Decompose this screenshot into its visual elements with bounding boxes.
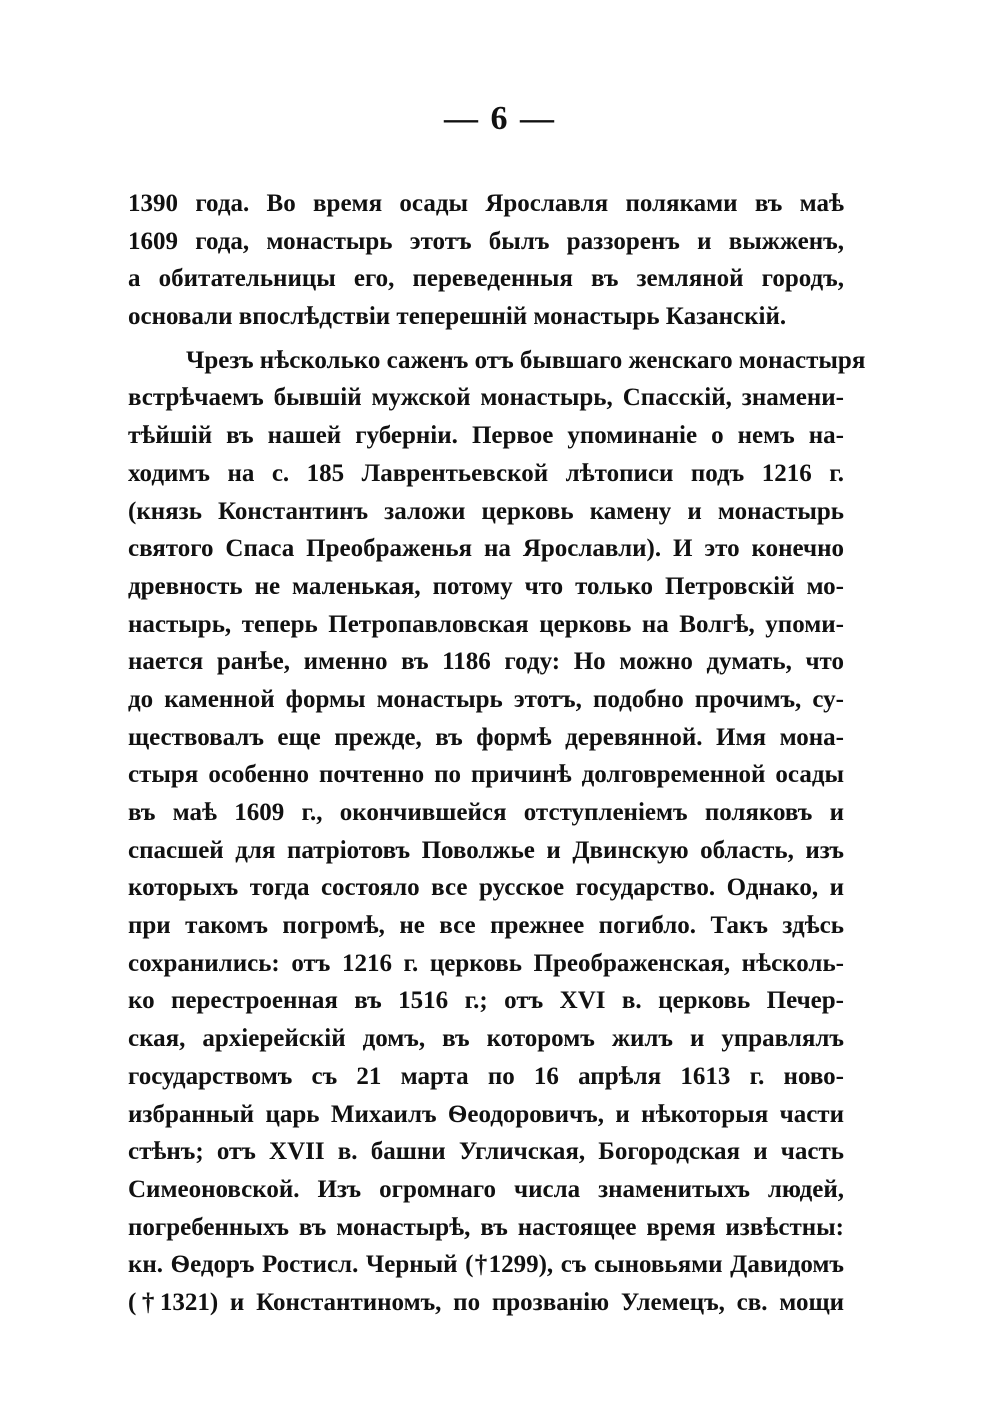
text-line: до каменной формы монастырь этотъ, подобно прочимъ, су- <box>128 685 844 713</box>
text-line: въ маѣ 1609 г., окончившейся отступленіемъ поляковъ и <box>128 799 844 826</box>
body-text <box>128 185 866 1322</box>
text-line: встрѣчаемъ бывшій мужской монастырь, Спасскій, знамени- <box>128 384 844 412</box>
text-line: ществовалъ еще прежде, въ формѣ деревянной. Имя мона- <box>128 723 844 751</box>
text-line: которыхъ тогда состояло все русское государство. Однако, и <box>128 874 844 902</box>
text-line: святого Спаса Преображенья на Ярославли). И это конечно <box>128 535 844 563</box>
paragraph <box>128 185 844 336</box>
text-line: (†1321) и Константиномъ, по прозванію Улемецъ, св. мощи <box>128 1288 844 1316</box>
paragraph <box>128 342 866 1322</box>
text-line: ходимъ на с. 185 Лаврентьевской лѣтописи подъ 1216 г. <box>128 459 844 487</box>
text-line: а обитательницы его, переведенныя въ земляной городъ, <box>128 265 844 293</box>
text-line: нается ранѣе, именно въ 1186 году: Но можно думать, что <box>128 648 844 676</box>
text-line: ко перестроенная въ 1516 г.; отъ XVI в. церковь Печер- <box>128 987 844 1015</box>
text-line: 1609 года, монастырь этотъ былъ раззоренъ и выжженъ, <box>128 227 844 255</box>
text-line: (князь Константинъ заложи церковь камену и монастырь <box>128 497 844 525</box>
text-line: тѣйшій въ нашей губерніи. Первое упоминаніе о немъ на- <box>128 422 844 450</box>
text-line: ская, архіерейскій домъ, въ которомъ жилъ и управлялъ <box>128 1025 844 1053</box>
text-line: кн. Ѳедоръ Ростисл. Черный (†1299), съ сыновьями Давидомъ <box>128 1251 844 1279</box>
text-line: основали впослѣдствіи теперешній монастырь Казанскій. <box>128 303 787 331</box>
text-line: сохранились: отъ 1216 г. церковь Преображенская, нѣсколь- <box>128 949 844 977</box>
text-line: погребенныхъ въ монастырѣ, въ настоящее время извѣстны: <box>128 1213 844 1241</box>
text-line: спасшей для патріотовъ Поволжье и Двинскую область, изъ <box>128 836 844 864</box>
text-line: древность не маленькая, потому что только Петровскій мо- <box>128 572 844 600</box>
text-line: избранный царь Михаилъ Ѳеодоровичъ, и нѣкоторыя части <box>128 1100 844 1128</box>
text-line: при такомъ погромѣ, не все прежнее погибло. Такъ здѣсь <box>128 912 844 940</box>
page-number: — 6 — <box>444 100 556 137</box>
text-line: 1390 года. Во время осады Ярославля поляками въ маѣ <box>128 190 844 217</box>
text-line: настырь, теперь Петропавловская церковь на Волгѣ, упоми- <box>128 610 844 638</box>
text-line: стѣнъ; отъ XVII в. башни Угличская, Богородская и часть <box>128 1138 844 1166</box>
text-line: Симеоновской. Изъ огромнаго числа знаменитыхъ людей, <box>128 1175 844 1203</box>
text-line: стыря особенно почтенно по причинѣ долговременной осады <box>128 761 844 789</box>
text-line: Чрезъ нѣсколько саженъ отъ бывшаго женскаго монастыря <box>186 346 866 374</box>
text-line: государствомъ съ 21 марта по 16 апрѣля 1613 г. ново- <box>128 1062 844 1090</box>
